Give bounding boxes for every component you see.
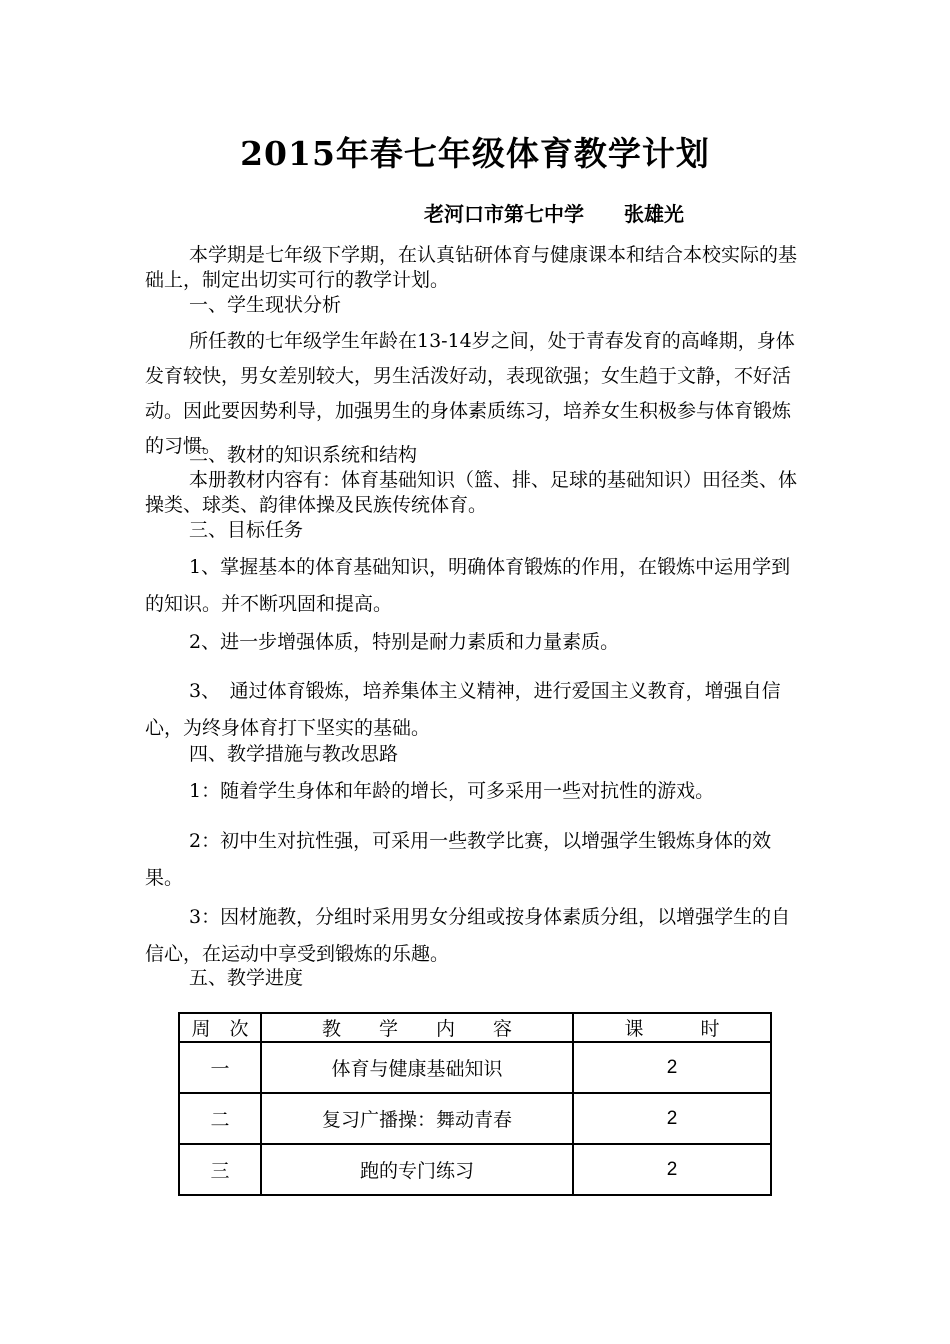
- section-heading-1: 一、学生现状分析: [189, 294, 342, 316]
- table-row: [179, 1144, 771, 1195]
- content-cell: 复习广播操：舞动青春: [261, 1093, 573, 1144]
- week-cell: 三: [179, 1144, 261, 1195]
- hours-cell: 2: [573, 1042, 771, 1093]
- author-line: 老河口市第七中学 张雄光: [424, 202, 684, 226]
- measure-item-1: 1：随着学生身体和年龄的增长，可多采用一些对抗性的游戏。: [189, 780, 715, 802]
- schedule-table: [178, 1012, 772, 1196]
- hours-cell: 2: [573, 1093, 771, 1144]
- goal-item-1: 1、掌握基本的体育基础知识，明确体育锻炼的作用，在锻炼中运用学到的知识。并不断巩固和提高。: [145, 556, 791, 615]
- week-cell: 一: [179, 1042, 261, 1093]
- table-row: [179, 1042, 771, 1093]
- student-analysis-paragraph: 所任教的七年级学生年龄在13-14岁之间，处于青春发育的高峰期，身体发育较快，男女差别较大，男生活泼好动，表现欲强；女生趋于文静，不好活动。因此要因势利导，加强男生的身体素质练习，培养女生积极参与体育锻炼的习惯。: [145, 330, 795, 457]
- content-cell: 跑的专门练习: [261, 1144, 573, 1195]
- section-heading-4: 四、教学措施与教改思路: [189, 743, 399, 765]
- header-content: 教 学 内 容: [261, 1013, 573, 1042]
- intro-paragraph: 本学期是七年级下学期，在认真钻研体育与健康课本和结合本校实际的基础上，制定出切实可行的教学计划。: [145, 244, 798, 291]
- section-heading-5: 五、教学进度: [189, 967, 304, 989]
- goal-item-2: 2、进一步增强体质，特别是耐力素质和力量素质。: [189, 631, 620, 653]
- header-hours: 课 时: [573, 1013, 771, 1042]
- header-week: 周 次: [179, 1013, 261, 1042]
- week-cell: 二: [179, 1093, 261, 1144]
- table-header-row: [179, 1013, 771, 1042]
- table-row: [179, 1093, 771, 1144]
- goal-item-3: 3、 通过体育锻炼，培养集体主义精神，进行爱国主义教育，增强自信心，为终身体育打下坚实的基础。: [145, 680, 781, 739]
- materials-paragraph: 本册教材内容有：体育基础知识（篮、排、足球的基础知识）田径类、体操类、球类、韵律体操及民族传统体育。: [145, 469, 798, 516]
- content-cell: 体育与健康基础知识: [261, 1042, 573, 1093]
- section-heading-2: 二、教材的知识系统和结构: [189, 444, 418, 466]
- measure-item-3: 3：因材施教，分组时采用男女分组或按身体素质分组，以增强学生的自信心，在运动中享受到锻炼的乐趣。: [145, 906, 791, 965]
- section-heading-3: 三、目标任务: [189, 519, 304, 541]
- hours-cell: 2: [573, 1144, 771, 1195]
- document-title: 2015年春七年级体育教学计划: [240, 134, 710, 173]
- measure-item-2: 2：初中生对抗性强，可采用一些教学比赛，以增强学生锻炼身体的效果。: [145, 830, 772, 889]
